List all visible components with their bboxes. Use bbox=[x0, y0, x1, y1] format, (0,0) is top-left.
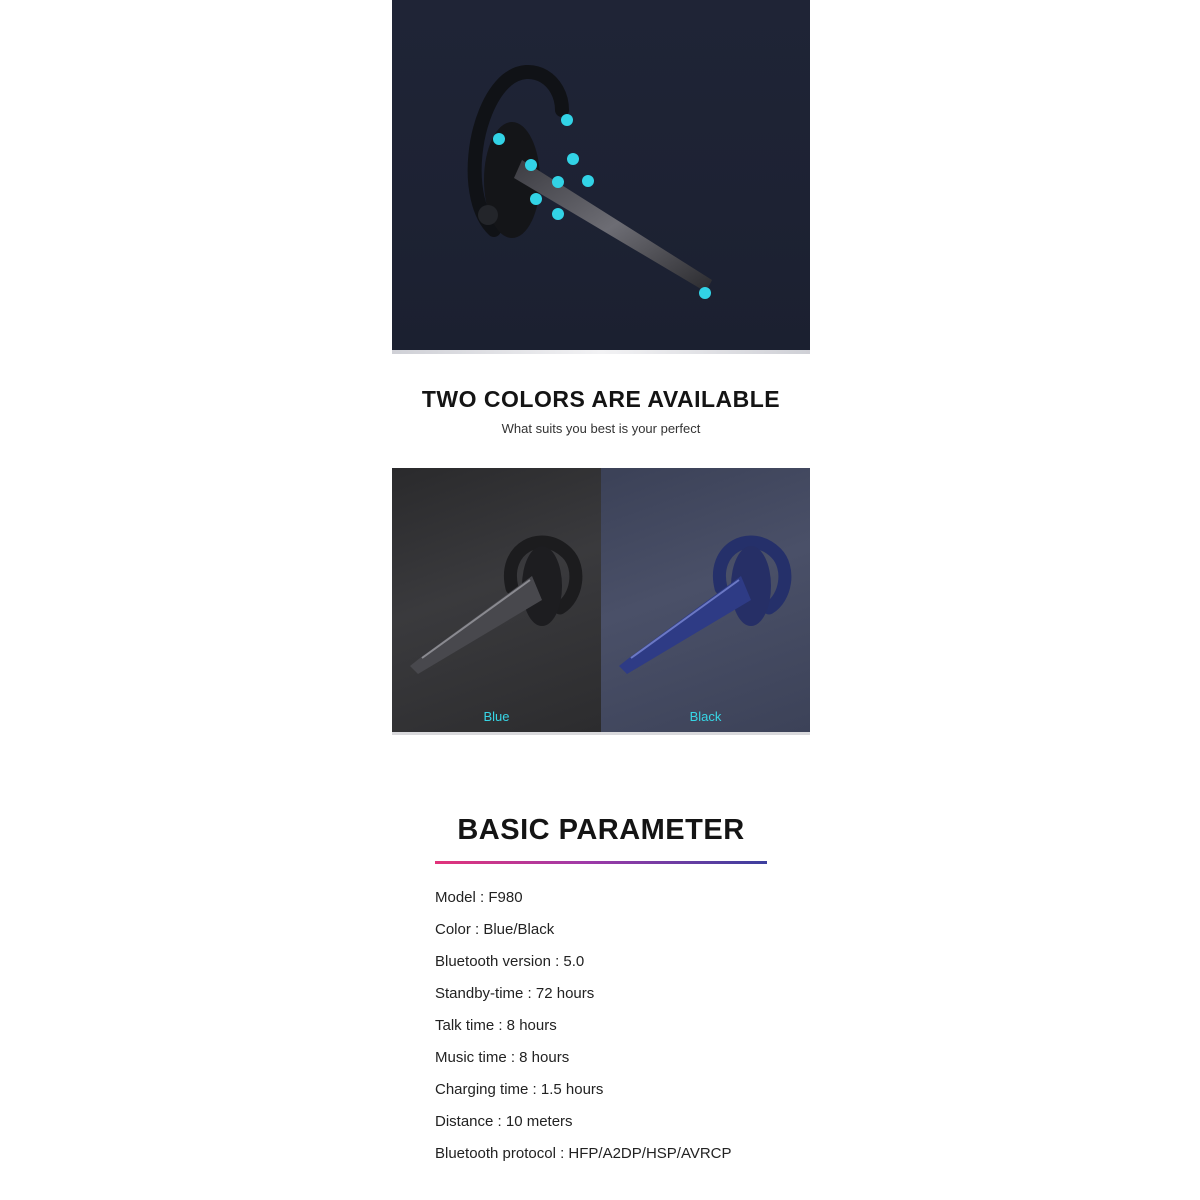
headset-blue-illustration bbox=[601, 468, 810, 732]
divider bbox=[392, 732, 810, 735]
marker bbox=[561, 114, 573, 126]
marker bbox=[525, 159, 537, 171]
parameter-item: Talk time : 8 hours bbox=[435, 1017, 557, 1034]
hero-product-image bbox=[392, 0, 810, 350]
parameter-item: Bluetooth protocol : HFP/A2DP/HSP/AVRCP bbox=[435, 1145, 732, 1162]
variant-label: Black bbox=[689, 709, 722, 724]
headset-illustration bbox=[392, 0, 810, 350]
parameter-item: Color : Blue/Black bbox=[435, 921, 555, 938]
marker bbox=[530, 193, 542, 205]
divider bbox=[392, 350, 810, 354]
parameter-item: Bluetooth version : 5.0 bbox=[435, 953, 585, 970]
marker bbox=[493, 133, 505, 145]
variant-panel-blue bbox=[392, 468, 601, 732]
marker bbox=[552, 208, 564, 220]
parameter-section-title: BASIC PARAMETER bbox=[457, 814, 745, 846]
boom-arm bbox=[514, 160, 712, 292]
variant-panel-black bbox=[601, 468, 810, 732]
parameter-item: Standby-time : 72 hours bbox=[435, 985, 595, 1002]
title-underline bbox=[435, 861, 767, 864]
parameter-item: Charging time : 1.5 hours bbox=[435, 1081, 604, 1098]
parameter-item: Model : F980 bbox=[435, 889, 523, 906]
parameter-item: Music time : 8 hours bbox=[435, 1049, 570, 1066]
parameter-list bbox=[435, 886, 835, 1174]
colors-section-title: TWO COLORS ARE AVAILABLE bbox=[421, 386, 781, 412]
marker bbox=[582, 175, 594, 187]
variant-label: Blue bbox=[483, 709, 510, 724]
headset-black-illustration bbox=[392, 468, 601, 732]
marker bbox=[567, 153, 579, 165]
color-variants bbox=[392, 468, 810, 732]
marker bbox=[699, 287, 711, 299]
marker bbox=[552, 176, 564, 188]
parameter-item: Distance : 10 meters bbox=[435, 1113, 573, 1130]
colors-section-subtitle: What suits you best is your perfect bbox=[501, 421, 701, 436]
